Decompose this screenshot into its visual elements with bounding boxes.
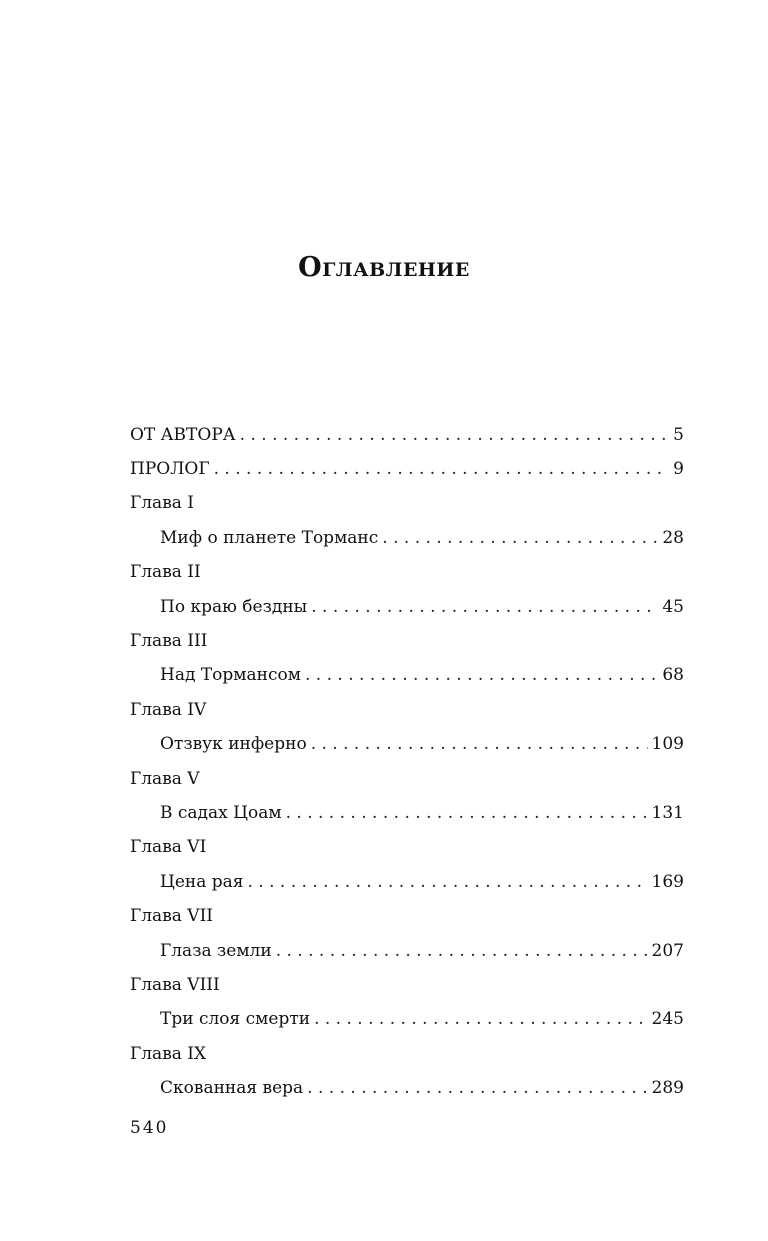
toc-chapter-entry xyxy=(130,865,684,899)
toc-entry-page: 5 xyxy=(673,424,684,445)
toc-entry-page: 207 xyxy=(651,940,684,961)
toc-entry-label: Три слоя смерти xyxy=(160,1009,311,1030)
dot-leader xyxy=(286,805,648,822)
dot-leader xyxy=(214,461,670,478)
toc-entry-label: По краю бездны xyxy=(160,596,308,617)
toc-entry-label: Глава VIII xyxy=(130,974,220,995)
toc-entry-page: 9 xyxy=(673,459,684,480)
toc-entry-page: 245 xyxy=(651,1009,684,1030)
toc-chapter-entry xyxy=(130,1071,684,1105)
toc-entry-label: Глава III xyxy=(130,631,208,652)
toc-entry-label: Отзвук инферно xyxy=(160,734,307,755)
table-of-contents xyxy=(130,418,684,1106)
toc-entry-page: 45 xyxy=(662,596,684,617)
toc-entry-label: Глава V xyxy=(130,768,200,789)
toc-entry-label: Глава I xyxy=(130,493,195,514)
toc-entry-label: Глава VI xyxy=(130,837,207,858)
toc-entry-label: Глава II xyxy=(130,562,201,583)
toc-chapter-heading xyxy=(130,762,684,796)
page-title: Оглавление xyxy=(298,252,470,283)
toc-entry-page: 169 xyxy=(651,871,684,892)
toc-chapter-heading xyxy=(130,556,684,590)
toc-entry-page: 28 xyxy=(662,527,684,548)
toc-chapter-heading xyxy=(130,831,684,865)
dot-leader xyxy=(276,943,648,960)
toc-entry-page: 131 xyxy=(651,802,684,823)
dot-leader xyxy=(240,427,670,444)
toc-chapter-heading xyxy=(130,899,684,933)
toc-entry-label: Глаза земли xyxy=(160,940,272,961)
toc-entry-label: ПРОЛОГ xyxy=(130,459,210,480)
toc-chapter-heading xyxy=(130,1037,684,1071)
toc-entry-label: Над Тормансом xyxy=(160,665,301,686)
toc-chapter-heading xyxy=(130,968,684,1002)
toc-entry-label: В садах Цоам xyxy=(160,802,282,823)
toc-entry-label: Глава IV xyxy=(130,699,207,720)
page-number: 540 xyxy=(130,1118,169,1138)
dot-leader xyxy=(305,667,658,684)
toc-entry-label: ОТ АВТОРА xyxy=(130,424,236,445)
toc-chapter-entry xyxy=(130,659,684,693)
toc-chapter-entry xyxy=(130,934,684,968)
toc-entry-page: 109 xyxy=(651,734,684,755)
dot-leader xyxy=(248,874,648,891)
toc-chapter-entry xyxy=(130,521,684,555)
dot-leader xyxy=(314,1011,647,1028)
toc-chapter-entry xyxy=(130,590,684,624)
dot-leader xyxy=(307,1080,647,1097)
toc-entry-page: 68 xyxy=(662,665,684,686)
toc-section-entry xyxy=(130,452,684,486)
toc-entry-label: Глава IX xyxy=(130,1043,207,1064)
dot-leader xyxy=(311,599,658,616)
toc-chapter-heading xyxy=(130,624,684,658)
toc-chapter-heading xyxy=(130,487,684,521)
toc-entry-label: Глава VII xyxy=(130,906,214,927)
toc-entry-label: Цена рая xyxy=(160,871,244,892)
toc-chapter-entry xyxy=(130,796,684,830)
toc-entry-label: Миф о планете Торманс xyxy=(160,527,379,548)
dot-leader xyxy=(311,736,648,753)
toc-chapter-heading xyxy=(130,693,684,727)
dot-leader xyxy=(382,530,658,547)
toc-entry-label: Скованная вера xyxy=(160,1078,304,1099)
toc-chapter-entry xyxy=(130,1003,684,1037)
toc-chapter-entry xyxy=(130,728,684,762)
toc-entry-page: 289 xyxy=(651,1078,684,1099)
toc-section-entry xyxy=(130,418,684,452)
